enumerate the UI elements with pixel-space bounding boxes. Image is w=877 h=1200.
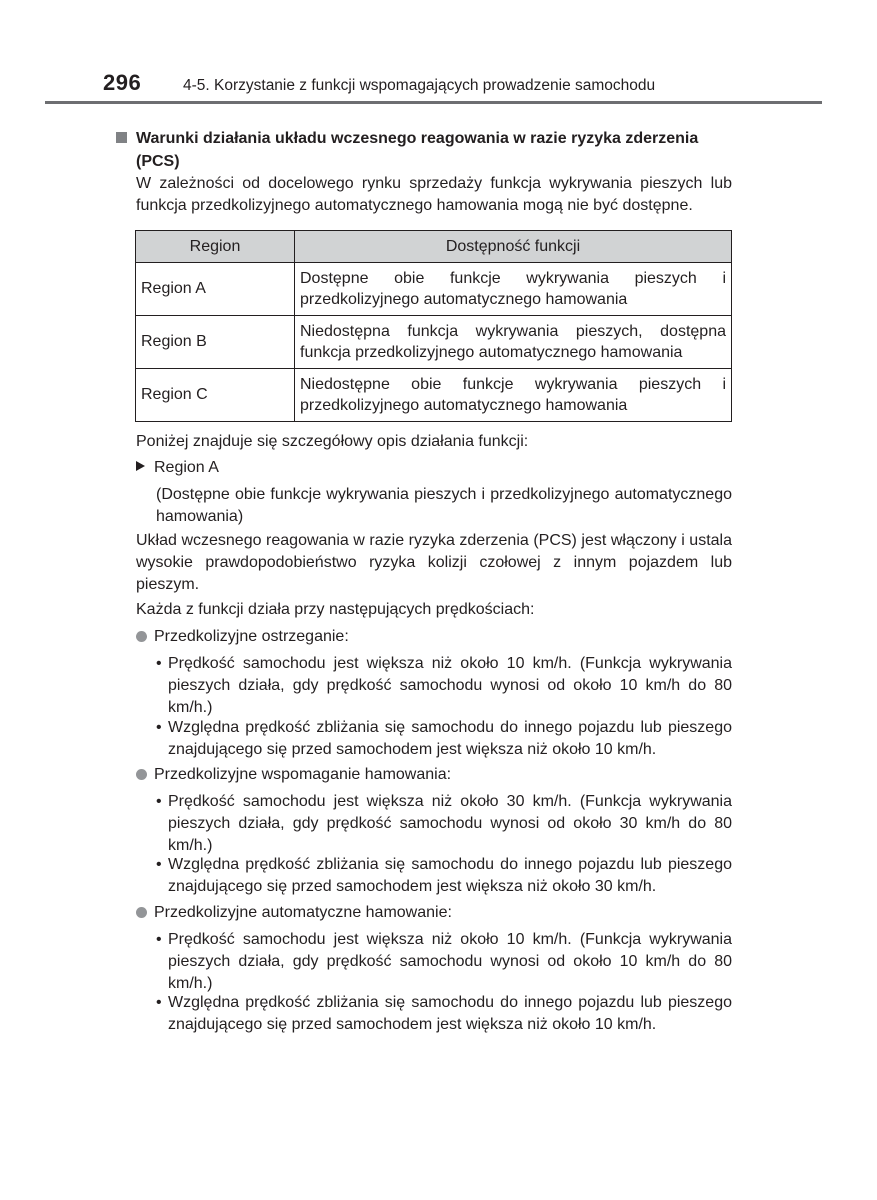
- bullet-icon: •: [156, 994, 162, 1011]
- bullet-icon: •: [156, 793, 162, 810]
- condition-item: [156, 854, 732, 898]
- availability-cell: Niedostępna funkcja wykrywania pieszych, dostępna funkcja przedkolizyjnego automatycznego hamowania: [295, 316, 732, 369]
- section-heading-text: Warunki działania układu wczesnego reagowania w razie ryzyka zderzenia (PCS): [136, 130, 699, 170]
- column-header-region: Region: [136, 231, 295, 263]
- condition-text: Prędkość samochodu jest większa niż około 10 km/h. (Funkcja wykrywania pieszych działa, gdy prędkość samochodu wynosi od około 10 km/h do 80 km/h.): [168, 931, 732, 992]
- condition-text: Względna prędkość zbliżania się samochodu do innego pojazdu lub pieszego znajdującego się przed samochodem jest większa niż około 10 km/h.: [168, 719, 732, 758]
- availability-cell: Niedostępne obie funkcje wykrywania pieszych i przedkolizyjnego automatycznego hamowania: [295, 369, 732, 422]
- function-title: Przedkolizyjne ostrzeganie:: [154, 628, 349, 645]
- condition-text: Względna prędkość zbliżania się samochodu do innego pojazdu lub pieszego znajdującego się przed samochodem jest większa niż około 10 km/h.: [168, 994, 732, 1033]
- triangle-right-icon: [136, 461, 145, 471]
- page-number: 296: [103, 70, 142, 95]
- condition-item: [156, 992, 732, 1036]
- pcs-on-text: Układ wczesnego reagowania w razie ryzyka zderzenia (PCS) jest włączony i ustala wysokie prawdopodobieństwo ryzyka kolizji czołowej z innym pojazdem lub pieszym.: [136, 532, 732, 593]
- circle-icon: [136, 907, 147, 918]
- condition-text: Prędkość samochodu jest większa niż około 30 km/h. (Funkcja wykrywania pieszych działa, gdy prędkość samochodu wynosi od około 30 km/h do 80 km/h.): [168, 793, 732, 854]
- square-icon: [116, 132, 127, 143]
- condition-text: Względna prędkość zbliżania się samochodu do innego pojazdu lub pieszego znajdującego się przed samochodem jest większa niż około 30 km/h.: [168, 856, 732, 895]
- detail-intro: Poniżej znajduje się szczegółowy opis działania funkcji:: [136, 433, 529, 450]
- chapter-title: 4-5. Korzystanie z funkcji wspomagających prowadzenie samochodu: [183, 77, 656, 94]
- table-header-row: [136, 231, 732, 263]
- circle-icon: [136, 769, 147, 780]
- availability-cell: Dostępne obie funkcje wykrywania pieszych i przedkolizyjnego automatycznego hamowania: [295, 263, 732, 316]
- region-cell: Region A: [136, 263, 295, 316]
- table-row: [136, 263, 732, 316]
- function-item: [136, 626, 349, 648]
- section-heading: [116, 127, 736, 173]
- bullet-icon: •: [156, 931, 162, 948]
- table-row: [136, 369, 732, 422]
- section-intro: W zależności od docelowego rynku sprzedaży funkcja wykrywania pieszych lub funkcja przedkolizyjnego automatycznego hamowania mogą nie być dostępne.: [136, 175, 732, 214]
- speeds-intro: Każda z funkcji działa przy następujących prędkościach:: [136, 601, 535, 618]
- column-header-availability: Dostępność funkcji: [295, 231, 732, 263]
- condition-item: [156, 653, 732, 718]
- region-cell: Region B: [136, 316, 295, 369]
- region-a-label: Region A: [154, 459, 219, 476]
- function-title: Przedkolizyjne wspomaganie hamowania:: [154, 766, 452, 783]
- page-header: [0, 0, 877, 110]
- circle-icon: [136, 631, 147, 642]
- function-title: Przedkolizyjne automatyczne hamowanie:: [154, 904, 452, 921]
- table-row: [136, 316, 732, 369]
- bullet-icon: •: [156, 719, 162, 736]
- region-a-item: [136, 457, 219, 479]
- bullet-icon: •: [156, 655, 162, 672]
- condition-text: Prędkość samochodu jest większa niż około 10 km/h. (Funkcja wykrywania pieszych działa, gdy prędkość samochodu wynosi od około 10 km/h do 80 km/h.): [168, 655, 732, 716]
- condition-item: [156, 791, 732, 856]
- function-item: [136, 764, 451, 786]
- function-item: [136, 902, 452, 924]
- header-divider: [45, 101, 822, 104]
- region-a-note: (Dostępne obie funkcje wykrywania pieszych i przedkolizyjnego automatycznego hamowania): [156, 486, 732, 525]
- availability-table: [135, 230, 732, 422]
- region-cell: Region C: [136, 369, 295, 422]
- condition-item: [156, 717, 732, 761]
- bullet-icon: •: [156, 856, 162, 873]
- condition-item: [156, 929, 732, 994]
